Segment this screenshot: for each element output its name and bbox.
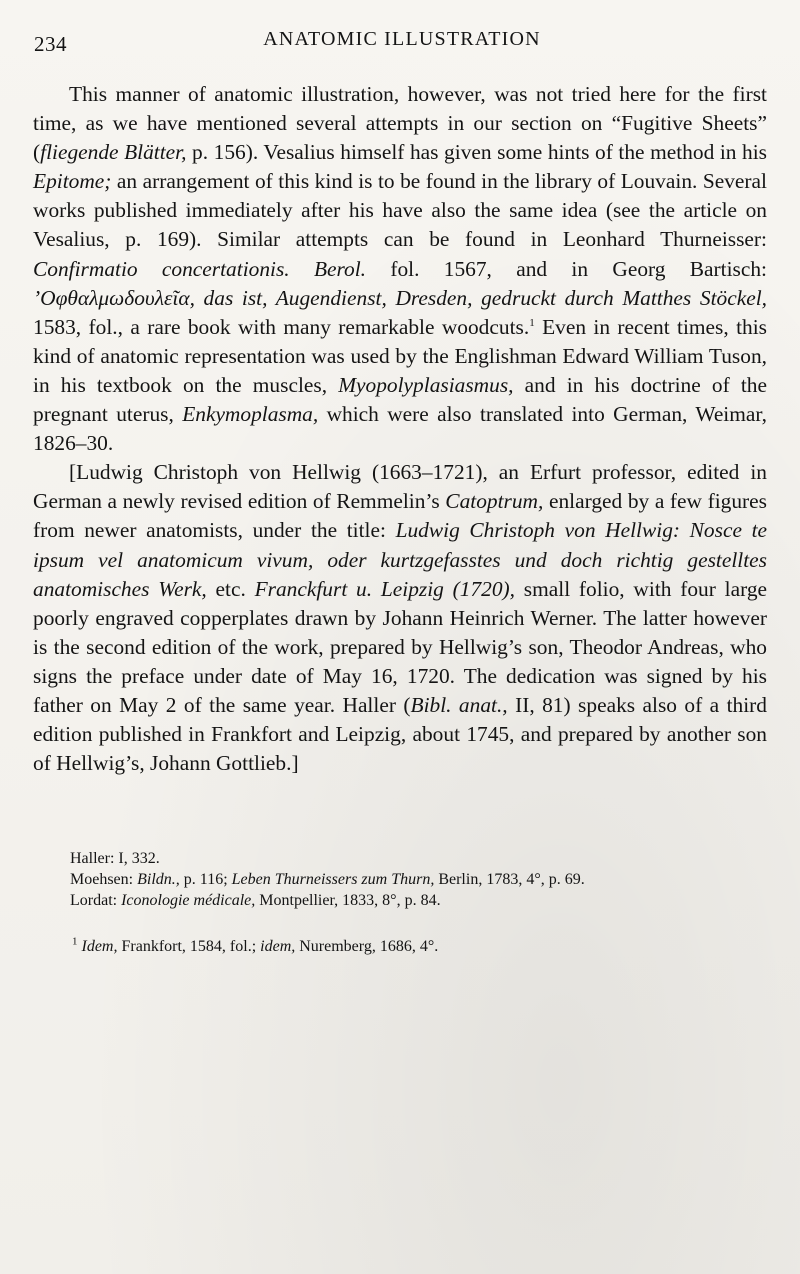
text-run: fol. 1567, and in Georg Bartisch: <box>366 256 767 281</box>
text-run: Montpellier, 1833, 8°, p. 84. <box>255 892 441 909</box>
italic-text: ’Οφθαλμωδουλεῖα, das ist, Augendienst, Dresden, gedruckt durch Matthes Stöckel, <box>33 285 767 310</box>
italic-text: idem, <box>260 938 296 955</box>
text-run: II, 81) speaks also of a third edition published in Frankfort and Leipzig, about 1745, and prepared by another son of Hellwig’s, Johann Gottlieb.] <box>33 692 767 776</box>
italic-text: Enkymoplasma, <box>182 402 319 427</box>
italic-text: Myopolyplasiasmus, <box>338 372 514 397</box>
footnote <box>72 936 762 957</box>
text-run: etc. <box>206 576 255 601</box>
footnote-marker: 1 <box>72 935 78 948</box>
italic-text: Idem, <box>81 938 118 955</box>
text-run: Haller: I, 332. <box>70 850 160 867</box>
italic-text: Iconologie médicale, <box>121 892 256 909</box>
italic-text: Confirmatio concertationis. Berol. <box>33 256 367 281</box>
reference-entry <box>70 848 770 869</box>
italic-text: Ludwig Christoph von Hellwig: Nosce te ipsum vel anatomicum vivum, oder kurtzgefasstes und doch richtig gestelltes anatomisches Werk, <box>33 518 768 601</box>
references-list <box>70 848 770 911</box>
paragraph <box>33 458 767 778</box>
text-run: Nuremberg, 1686, 4°. <box>295 938 439 955</box>
text-run: Frankfort, 1584, fol.; <box>117 938 261 955</box>
italic-text: Franckfurt u. Leipzig (1720), <box>254 576 516 601</box>
text-run: p. 156). Vesalius himself has given some hints of the method in his <box>186 140 767 165</box>
running-head-title: ANATOMIC ILLUSTRATION <box>263 28 541 50</box>
text-run: which were also translated into German, Weimar, 1826–30. <box>33 402 767 456</box>
paragraph <box>33 80 767 458</box>
text-run: 1583, fol., a rare book with many remarkable woodcuts. <box>33 314 530 339</box>
text-run: and in his doctrine of the pregnant uterus, <box>33 372 767 427</box>
text-run: enlarged by a few figures from newer anatomists, under the title: <box>33 489 767 543</box>
text-run: This manner of anatomic illustration, however, was not tried here for the first time, as we have mentioned several attempts in our section on “Fugitive Sheets” ( <box>33 82 767 165</box>
italic-text: Catoptrum, <box>445 489 544 514</box>
italic-text: Bildn., <box>137 871 180 888</box>
italic-text: Epitome; <box>33 169 112 194</box>
italic-text: fliegende Blätter, <box>40 140 187 165</box>
text-run: Berlin, 1783, 4°, p. 69. <box>434 871 585 888</box>
body-text <box>33 80 767 778</box>
page-number: 234 <box>34 32 67 56</box>
footnote-marker: 1 <box>529 316 535 329</box>
text-run: small folio, with four large poorly engraved copperplates drawn by Johann Heinrich Werner. The latter however is the second edition of the work, prepared by Hellwig’s son, Theodor Andreas, who signs the preface under date of May 16, 1720. The dedication was signed by his father on May 2 of the same year. Haller ( <box>33 576 768 717</box>
running-head <box>34 28 770 60</box>
italic-text: Leben Thurneissers zum Thurn, <box>231 871 435 888</box>
text-run: Lordat: <box>70 892 122 909</box>
text-run: Moehsen: <box>70 871 138 888</box>
text-run: an arrangement of this kind is to be found in the library of Louvain. Several works published immediately after his have also the same idea (see the article on Vesalius, p. 169). Similar attempts can be found in Leonhard Thurneisser: <box>33 169 767 252</box>
text-run: Even in recent times, this kind of anatomic representation was used by the Englishman Edward William Tuson, in his textbook on the muscles, <box>33 314 767 397</box>
italic-text: Bibl. anat., <box>410 692 508 717</box>
reference-entry <box>70 890 770 911</box>
text-run: p. 116; <box>179 871 232 888</box>
reference-entry <box>70 869 770 890</box>
text-run: [Ludwig Christoph von Hellwig (1663–1721), an Erfurt professor, edited in German a newly revised edition of Remmelin’s <box>33 460 767 514</box>
